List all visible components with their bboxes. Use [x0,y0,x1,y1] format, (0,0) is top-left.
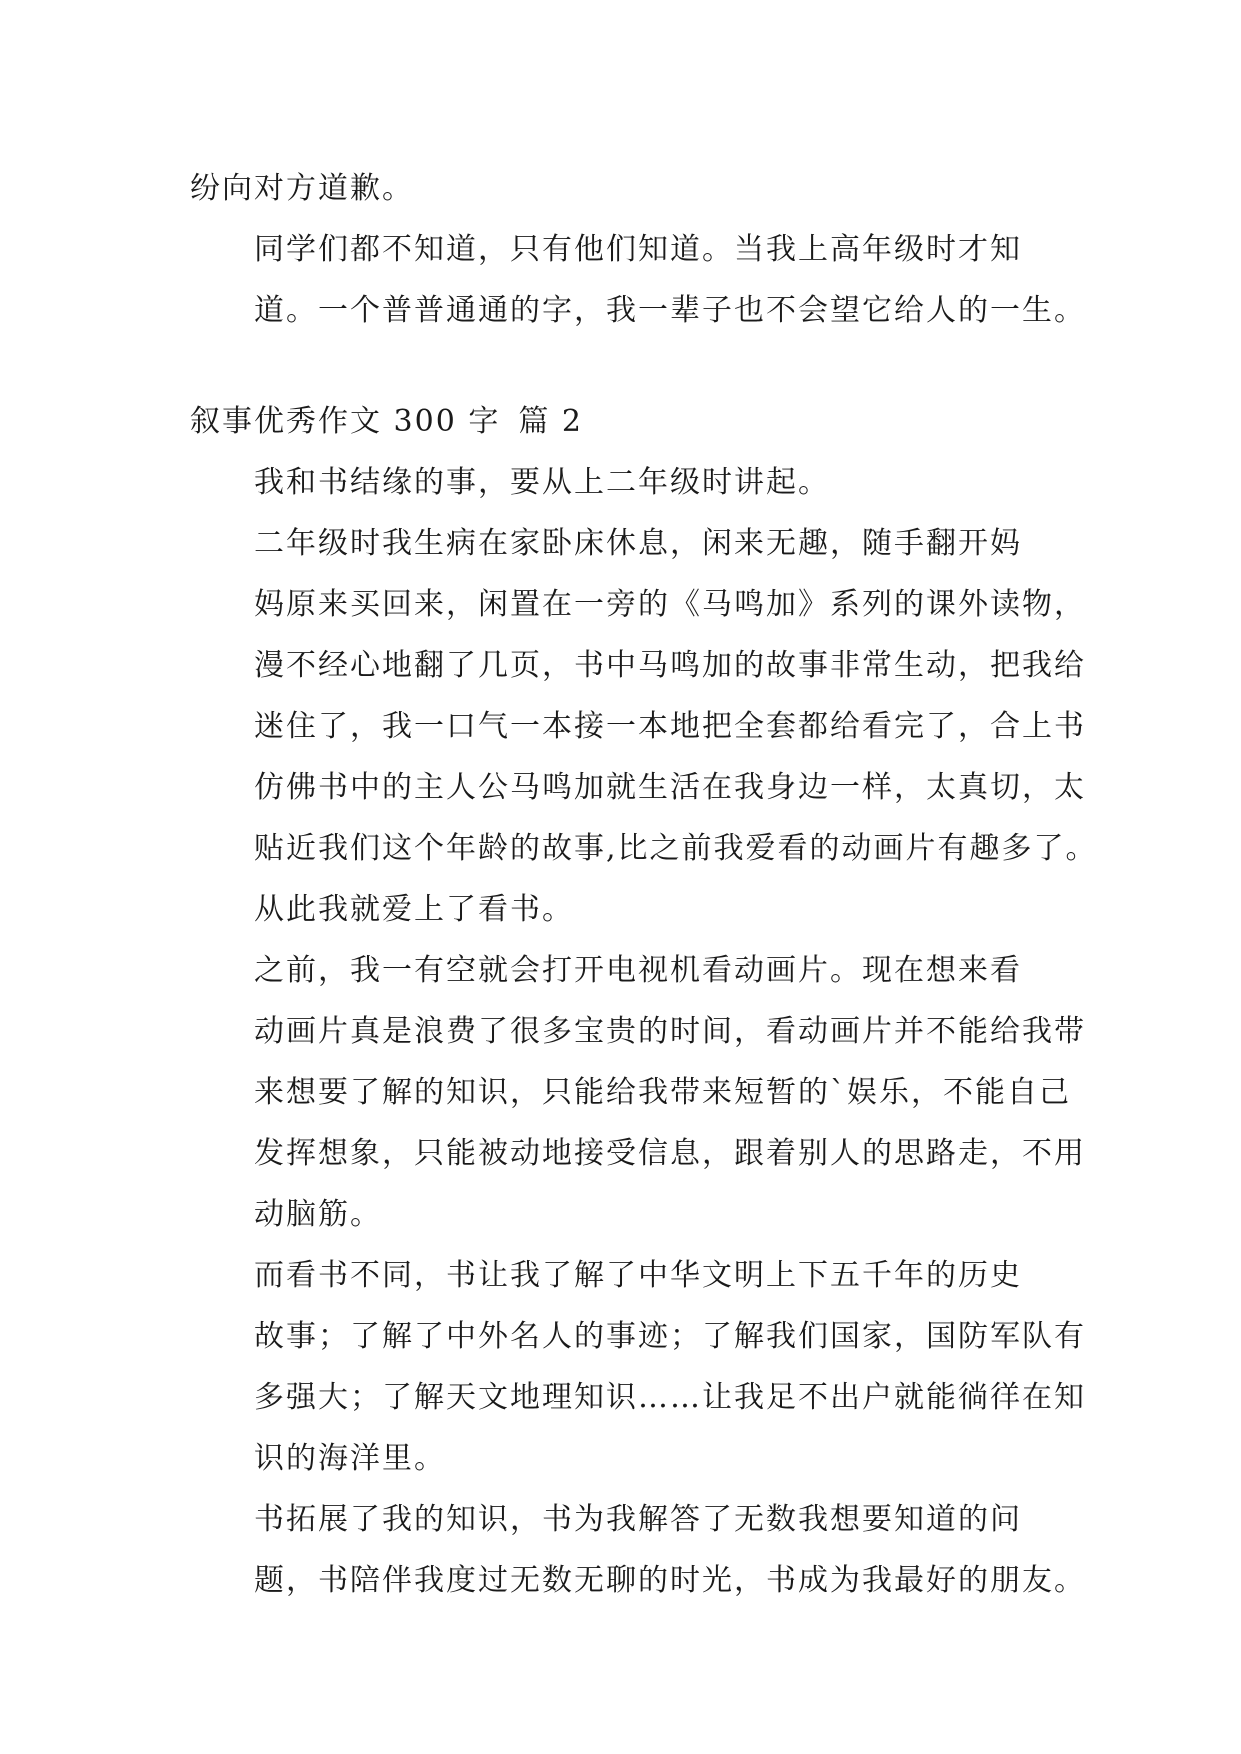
document-body [190,158,1098,1611]
section-title: 叙事优秀作文 300 字 [190,404,501,439]
paragraph-reading [190,1245,1086,1489]
text-line: 贴近我们这个年龄的故事,比之前我爱看的动画片有趣多了。 [254,831,1098,866]
text-line: 多强大；了解天文地理知识……让我足不出户就能徜徉在知 [254,1380,1086,1415]
text-line: 故事；了解了中外名人的事迹；了解我们国家，国防军队有 [254,1319,1086,1354]
paragraph-intro [190,452,1070,513]
text-line: 之前，我一有空就会打开电视机看动画片。现在想来看 [254,953,1022,988]
text-line: 书拓展了我的知识，书为我解答了无数我想要知道的问 [254,1502,1022,1537]
text-line: 道。一个普普通通的字，我一辈子也不会望它给人的一生。 [254,293,1086,328]
text-line: 动脑筋。 [254,1197,382,1232]
text-line: 而看书不同，书让我了解了中华文明上下五千年的历史 [254,1258,1022,1293]
text-line: 发挥想象，只能被动地接受信息，跟着别人的思路走，不用 [254,1136,1086,1171]
text-line: 动画片真是浪费了很多宝贵的时间，看动画片并不能给我带 [254,1014,1086,1049]
paragraph-continued-ending [190,158,1070,219]
text-line: 从此我就爱上了看书。 [254,892,574,927]
text-line: 仿佛书中的主人公马鸣加就生活在我身边一样，太真切，太 [254,770,1086,805]
paragraph-reflection [190,219,1086,341]
paragraph-conclusion [190,1489,1086,1611]
text-line: 题，书陪伴我度过无数无聊的时光，书成为我最好的朋友。 [254,1563,1086,1598]
text-line: 识的海洋里。 [254,1441,446,1476]
text-line: 纷向对方道歉。 [190,171,414,206]
text-line: 我和书结缘的事，要从上二年级时讲起。 [254,465,830,500]
text-line: 迷住了，我一口气一本接一本地把全套都给看完了，合上书 [254,709,1086,744]
text-line: 妈原来买回来，闲置在一旁的《马鸣加》系列的课外读物， [254,587,1086,622]
section-part-label: 篇 2 [518,404,583,439]
paragraph-before [190,940,1086,1245]
text-line: 二年级时我生病在家卧床休息，闲来无趣，随手翻开妈 [254,526,1022,561]
text-line: 来想要了解的知识，只能给我带来短暂的`娱乐，不能自己 [254,1075,1071,1110]
section-heading [190,391,1070,452]
paragraph-story [190,513,1098,940]
text-line: 漫不经心地翻了几页，书中马鸣加的故事非常生动，把我给 [254,648,1086,683]
text-line: 同学们都不知道，只有他们知道。当我上高年级时才知 [254,232,1022,267]
